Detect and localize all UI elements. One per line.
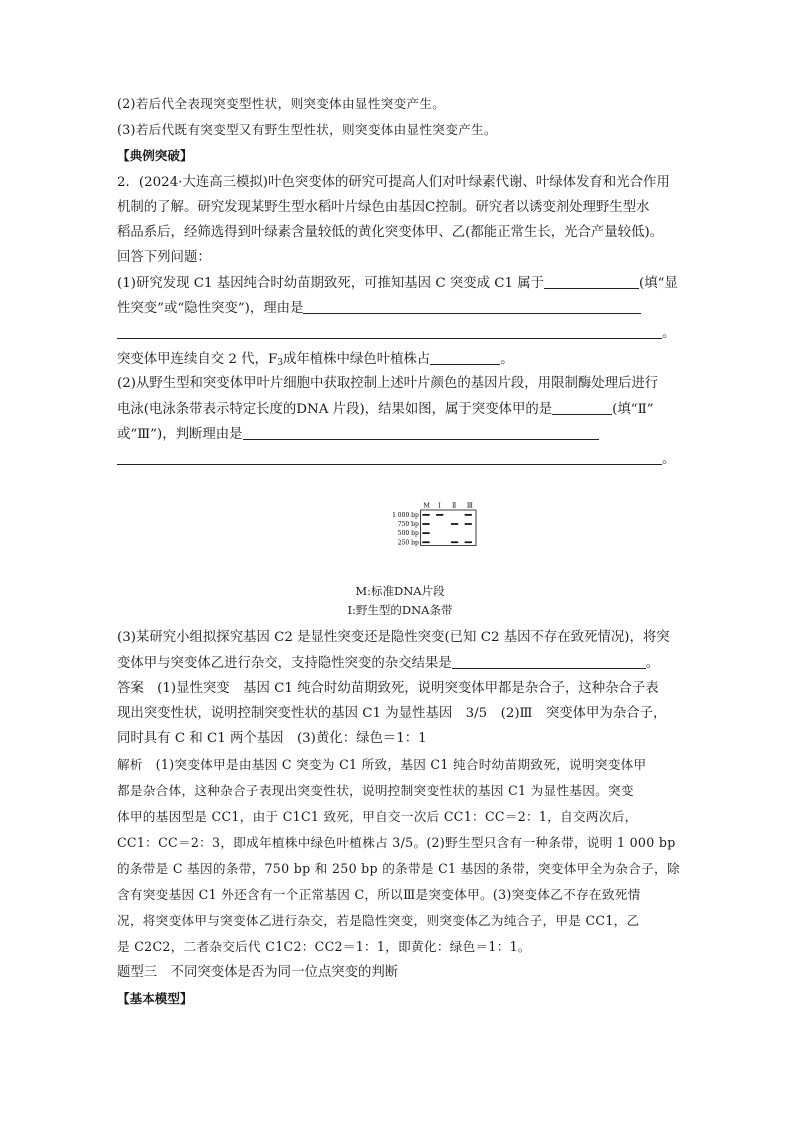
lane-label-2: Ⅱ <box>452 502 457 510</box>
q1-text-a: (1)研究发现 C1 基因纯合时幼苗期致死，可推知基因 C 突变成 C1 属于 <box>117 276 545 291</box>
question-2-line-3 <box>117 425 599 444</box>
size-label-1000: 1 000 bp <box>392 511 419 519</box>
band-lane-3-row-0 <box>465 514 472 516</box>
intro-line-3: (3)若后代既有突变型又有野生型性状，则突变体由显性突变产生。 <box>117 122 497 137</box>
q2-text-b: 电泳(电泳条带表示特定长度的DNA 片段)，结果如图，属于突变体甲的是 <box>117 402 553 417</box>
band-lane-0-row-2 <box>422 532 429 534</box>
analysis-line-6: 含有突变基因 C1 外还含有一个正常基因 C，所以Ⅲ是突变体甲。(3)突变体乙不存在致死情 <box>117 887 641 902</box>
analysis-line-4: CC1：CC＝2：3，即成年植株中绿色叶植株占 3/5。(2)野生型只含有一种条带，说明 1 000 bp <box>117 835 676 850</box>
question-2-line-1: (2)从野生型和突变体甲叶片细胞中获取控制上述叶片颜色的基因片段，用限制酶处理后进行 <box>117 376 659 391</box>
q2-text-d: 。 <box>662 452 676 467</box>
question-3-line-2 <box>117 654 659 673</box>
gel-electrophoresis-figure <box>312 502 672 582</box>
lane-label-1: Ⅰ <box>438 502 441 510</box>
question-1-line-2 <box>117 299 641 318</box>
question-1-line-4 <box>117 350 514 372</box>
analysis-line-1: 解析 (1)突变体甲是由基因 C 突变为 C1 所致，基因 C1 纯合时幼苗期致死，说明突变体甲 <box>117 757 647 772</box>
lane-label-m: M <box>423 502 430 510</box>
q2-text-b2: (填“Ⅱ” <box>612 402 654 417</box>
answer-line-2: 现出突变性状，说明控制突变性状的基因 C1 为显性基因 3/5 (2)Ⅲ 突变体甲为杂合子， <box>117 706 667 721</box>
size-label-750: 750 bp <box>397 521 419 528</box>
q1-blank-reason-2[interactable] <box>117 324 662 339</box>
section-heading-basic: 【基本模型】 <box>117 991 193 1006</box>
q2-blank-reason-1[interactable] <box>243 425 599 440</box>
q2-blank-reason-2[interactable] <box>117 450 662 465</box>
question-2-line-4 <box>117 450 675 469</box>
intro-line-2: (2)若后代全表现突变型性状，则突变体由显性突变产生。 <box>117 96 446 111</box>
question-1-line-3 <box>117 324 675 343</box>
question-3-line-1: (3)某研究小组拟探究基因 C2 是显性突变还是隐性突变(已知 C2 基因不存在致死情况)，将突 <box>117 630 670 645</box>
band-lane-3-row-3 <box>465 541 472 543</box>
analysis-line-3: 体甲的基因型是 CC1，由于 C1C1 致死，甲自交一次后 CC1：CC＝2：1，自交两次后， <box>117 809 638 824</box>
section-heading-example: 【典例突破】 <box>117 148 193 163</box>
q1-text-e-end: 。 <box>500 352 514 367</box>
q1-subscript: 3 <box>277 358 283 368</box>
band-lane-0-row-0 <box>422 514 429 516</box>
answer-line-1: 答案 (1)显性突变 基因 C1 纯合时幼苗期致死，说明突变体甲都是杂合子，这种杂合子表 <box>117 681 659 696</box>
analysis-line-2: 都是杂合体，这种杂合子表现出突变性状，说明控制突变性状的基因 C1 为显性基因。突变 <box>117 783 634 798</box>
q3-blank-result[interactable] <box>452 654 646 669</box>
q2-blank-lane[interactable] <box>552 400 612 415</box>
gel-bands <box>422 514 472 543</box>
analysis-line-7: 况，将突变体甲与突变体乙进行杂交，若是隐性突变，则突变体乙为纯合子，甲是 CC1，乙 <box>117 913 640 928</box>
band-lane-2-row-3 <box>451 541 458 543</box>
band-lane-1-row-0 <box>436 514 443 516</box>
question-line-1: 2．(2024·大连高三模拟)叶色突变体的研究可提高人们对叶绿素代谢、叶绿体发育和光合作用 <box>117 175 670 190</box>
q3-text-c: 。 <box>645 656 660 671</box>
q1-text-b: (填“显 <box>639 276 678 291</box>
q2-text-c: 或“Ⅲ”)，判断理由是 <box>117 427 243 442</box>
section-heading-type3: 题型三 不同突变体是否为同一位点突变的判断 <box>117 965 399 980</box>
q1-text-d: 。 <box>662 326 676 341</box>
q3-text-b: 变体甲与突变体乙进行杂交，支持隐性突变的杂交结果是 <box>117 656 452 671</box>
question-line-3: 稻品系后，经筛选得到叶绿素含量较低的黄化突变体甲、乙(都能正常生长，光合产量较低)。 <box>117 225 664 240</box>
band-lane-3-row-1 <box>465 523 472 525</box>
analysis-line-8: 是 C2C2，二者杂交后代 C1C2：CC2＝1：1，即黄化：绿色＝1：1。 <box>117 939 531 954</box>
band-lane-2-row-1 <box>451 523 458 525</box>
lane-label-3: Ⅲ <box>466 502 473 510</box>
answer-line-3: 同时具有 C 和 C1 两个基因 (3)黄化：绿色＝1：1 <box>117 731 427 746</box>
gel-caption-1: M:标准DNA片段 <box>355 584 445 598</box>
question-1-line-1 <box>117 274 678 293</box>
question-2-line-2 <box>117 400 654 419</box>
q1-text-e-post: 成年植株中绿色叶植株占 <box>282 352 431 367</box>
question-line-4: 回答下列问题： <box>117 250 211 265</box>
gel-caption-2: Ⅰ:野生型的DNA条带 <box>347 603 453 617</box>
question-line-2: 机制的了解。研究发现某野生型水稻叶片绿色由基因C控制。研究者以诱变剂处理野生型水 <box>117 200 650 215</box>
size-label-500: 500 bp <box>397 530 419 538</box>
analysis-line-5: 的条带是 C 基因的条带，750 bp 和 250 bp 的条带是 C1 基因的条带，突变体甲全为杂合子，除 <box>117 861 680 876</box>
q1-blank-reason-1[interactable] <box>303 299 641 314</box>
q1-text-e-pre: 突变体甲连续自交 2 代，F <box>117 352 278 367</box>
size-label-250: 250 bp <box>397 539 419 547</box>
band-lane-0-row-3 <box>422 541 429 543</box>
q1-blank-mutation-type[interactable] <box>544 274 639 289</box>
band-lane-0-row-1 <box>422 523 429 525</box>
q1-blank-green-ratio[interactable] <box>430 350 500 365</box>
q1-text-c: 性突变”或“隐性突变”)，理由是 <box>117 301 304 316</box>
